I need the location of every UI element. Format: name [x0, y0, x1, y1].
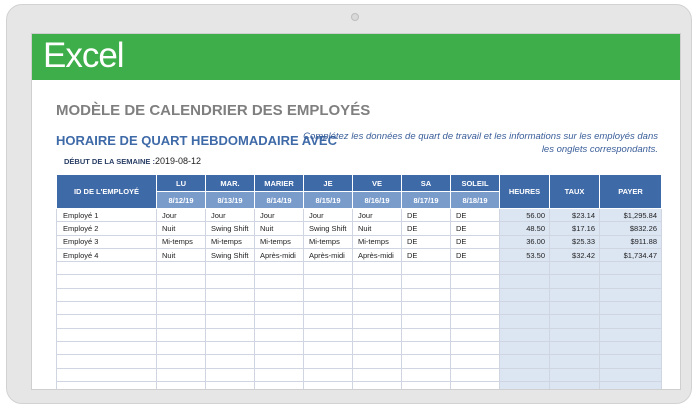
employee-id-cell[interactable]: Employé 3 — [57, 235, 157, 248]
hours-cell[interactable]: 53.50 — [500, 248, 550, 261]
shift-cell[interactable]: Jour — [353, 209, 402, 222]
empty-cell[interactable] — [500, 355, 550, 368]
empty-cell[interactable] — [304, 275, 353, 288]
column-header-date[interactable]: 8/17/19 — [402, 192, 451, 209]
column-header-day[interactable]: SA — [402, 175, 451, 192]
empty-cell[interactable] — [255, 302, 304, 315]
employee-id-cell[interactable]: Employé 2 — [57, 222, 157, 235]
shift-cell[interactable]: Mi-temps — [353, 235, 402, 248]
column-header-date[interactable]: 8/13/19 — [206, 192, 255, 209]
rate-cell[interactable]: $17.16 — [550, 222, 600, 235]
table-row — [57, 222, 662, 235]
table-row — [57, 209, 662, 222]
table-row-empty — [57, 355, 662, 368]
empty-cell[interactable] — [304, 381, 353, 390]
shift-cell[interactable]: DE — [402, 235, 451, 248]
empty-cell[interactable] — [57, 328, 157, 341]
empty-cell[interactable] — [402, 328, 451, 341]
empty-cell[interactable] — [255, 341, 304, 354]
camera-icon — [351, 13, 359, 21]
pay-cell[interactable]: $1,295.84 — [600, 209, 662, 222]
shift-cell[interactable]: Swing Shift — [206, 248, 255, 261]
empty-cell[interactable] — [255, 381, 304, 390]
table-row-empty — [57, 341, 662, 354]
column-header-total[interactable]: HEURES — [500, 175, 550, 209]
empty-cell[interactable] — [304, 341, 353, 354]
table-row-empty — [57, 368, 662, 381]
table-row-empty — [57, 302, 662, 315]
shift-cell[interactable]: DE — [451, 248, 500, 261]
column-header-day[interactable]: LU — [157, 175, 206, 192]
empty-cell[interactable] — [402, 302, 451, 315]
empty-cell[interactable] — [255, 328, 304, 341]
table-row — [57, 248, 662, 261]
empty-cell[interactable] — [500, 288, 550, 301]
column-header-date[interactable]: 8/14/19 — [255, 192, 304, 209]
empty-cell[interactable] — [157, 368, 206, 381]
shift-cell[interactable]: Après-midi — [304, 248, 353, 261]
shift-cell[interactable]: Jour — [304, 209, 353, 222]
table-row-empty — [57, 275, 662, 288]
empty-cell[interactable] — [206, 328, 255, 341]
empty-cell[interactable] — [57, 275, 157, 288]
employee-id-cell[interactable]: Employé 4 — [57, 248, 157, 261]
empty-cell[interactable] — [500, 302, 550, 315]
shift-cell[interactable]: Mi-temps — [304, 235, 353, 248]
empty-cell[interactable] — [157, 275, 206, 288]
empty-cell[interactable] — [57, 341, 157, 354]
shift-cell[interactable]: Nuit — [353, 222, 402, 235]
empty-cell[interactable] — [402, 341, 451, 354]
empty-cell[interactable] — [255, 288, 304, 301]
empty-cell[interactable] — [353, 328, 402, 341]
empty-cell[interactable] — [304, 302, 353, 315]
empty-cell[interactable] — [255, 368, 304, 381]
empty-cell[interactable] — [304, 288, 353, 301]
instructions-text: Complétez les données de quart de travail et les informations sur les employés dans les onglets correspondants. — [303, 131, 658, 155]
shift-cell[interactable]: Jour — [206, 209, 255, 222]
empty-cell[interactable] — [206, 262, 255, 275]
pay-cell[interactable]: $911.88 — [600, 235, 662, 248]
empty-cell[interactable] — [57, 288, 157, 301]
empty-cell[interactable] — [157, 355, 206, 368]
table-row-empty — [57, 315, 662, 328]
empty-cell[interactable] — [550, 315, 600, 328]
empty-cell[interactable] — [402, 355, 451, 368]
page-title: MODÈLE DE CALENDRIER DES EMPLOYÉS — [56, 102, 371, 119]
header-row-days — [57, 175, 662, 192]
empty-cell[interactable] — [600, 262, 662, 275]
empty-cell[interactable] — [600, 381, 662, 390]
empty-cell[interactable] — [451, 262, 500, 275]
empty-cell[interactable] — [451, 328, 500, 341]
empty-cell[interactable] — [600, 328, 662, 341]
pay-cell[interactable]: $1,734.47 — [600, 248, 662, 261]
table-row-empty — [57, 262, 662, 275]
empty-cell[interactable] — [500, 368, 550, 381]
empty-cell[interactable] — [451, 288, 500, 301]
shift-cell[interactable]: Nuit — [255, 222, 304, 235]
empty-cell[interactable] — [600, 288, 662, 301]
column-header-date[interactable]: 8/18/19 — [451, 192, 500, 209]
empty-cell[interactable] — [57, 355, 157, 368]
shift-cell[interactable]: Mi-temps — [157, 235, 206, 248]
empty-cell[interactable] — [600, 302, 662, 315]
schedule-table — [56, 174, 662, 390]
empty-cell[interactable] — [451, 355, 500, 368]
shift-cell[interactable]: Nuit — [157, 248, 206, 261]
table-row-empty — [57, 381, 662, 390]
app-banner — [32, 34, 680, 80]
shift-cell[interactable]: Swing Shift — [206, 222, 255, 235]
hours-cell[interactable]: 48.50 — [500, 222, 550, 235]
column-header-day[interactable]: SOLEIL — [451, 175, 500, 192]
empty-cell[interactable] — [57, 262, 157, 275]
shift-cell[interactable]: Mi-temps — [255, 235, 304, 248]
shift-cell[interactable]: Swing Shift — [304, 222, 353, 235]
hours-cell[interactable]: 36.00 — [500, 235, 550, 248]
empty-cell[interactable] — [402, 381, 451, 390]
rate-cell[interactable]: $23.14 — [550, 209, 600, 222]
empty-cell[interactable] — [206, 381, 255, 390]
empty-cell[interactable] — [57, 381, 157, 390]
empty-cell[interactable] — [206, 341, 255, 354]
column-header-day[interactable]: MARIER — [255, 175, 304, 192]
empty-cell[interactable] — [550, 368, 600, 381]
empty-cell[interactable] — [451, 275, 500, 288]
empty-cell[interactable] — [57, 315, 157, 328]
column-header-total[interactable]: TAUX — [550, 175, 600, 209]
empty-cell[interactable] — [353, 302, 402, 315]
table-row-empty — [57, 328, 662, 341]
empty-cell[interactable] — [304, 328, 353, 341]
shift-cell[interactable]: Nuit — [157, 222, 206, 235]
empty-cell[interactable] — [550, 302, 600, 315]
empty-cell[interactable] — [451, 368, 500, 381]
hours-cell[interactable]: 56.00 — [500, 209, 550, 222]
column-header-employee-id[interactable]: ID DE L'EMPLOYÉ — [57, 175, 157, 209]
empty-cell[interactable] — [304, 262, 353, 275]
empty-cell[interactable] — [353, 275, 402, 288]
empty-cell[interactable] — [550, 355, 600, 368]
shift-cell[interactable]: DE — [402, 222, 451, 235]
column-header-total[interactable]: PAYER — [600, 175, 662, 209]
empty-cell[interactable] — [402, 368, 451, 381]
empty-cell[interactable] — [206, 288, 255, 301]
table-row — [57, 235, 662, 248]
column-header-date[interactable]: 8/12/19 — [157, 192, 206, 209]
shift-cell[interactable]: DE — [402, 209, 451, 222]
shift-cell[interactable]: Après-midi — [255, 248, 304, 261]
empty-cell[interactable] — [304, 368, 353, 381]
empty-cell[interactable] — [353, 315, 402, 328]
empty-cell[interactable] — [157, 302, 206, 315]
empty-cell[interactable] — [353, 262, 402, 275]
shift-cell[interactable]: DE — [451, 222, 500, 235]
empty-cell[interactable] — [353, 381, 402, 390]
app-title: Excel — [43, 36, 124, 75]
empty-cell[interactable] — [157, 328, 206, 341]
empty-cell[interactable] — [157, 341, 206, 354]
empty-cell[interactable] — [206, 368, 255, 381]
week-start-label: DÉBUT DE LA SEMAINE : — [64, 157, 155, 166]
empty-cell[interactable] — [206, 302, 255, 315]
empty-cell[interactable] — [402, 315, 451, 328]
empty-cell[interactable] — [550, 341, 600, 354]
empty-cell[interactable] — [500, 328, 550, 341]
column-header-date[interactable]: 8/16/19 — [353, 192, 402, 209]
empty-cell[interactable] — [255, 262, 304, 275]
empty-cell[interactable] — [550, 275, 600, 288]
week-start-value[interactable]: 2019-08-12 — [155, 156, 202, 166]
shift-cell[interactable]: DE — [451, 209, 500, 222]
shift-cell[interactable]: Jour — [157, 209, 206, 222]
empty-cell[interactable] — [57, 368, 157, 381]
empty-cell[interactable] — [550, 262, 600, 275]
rate-cell[interactable]: $32.42 — [550, 248, 600, 261]
shift-cell[interactable]: DE — [451, 235, 500, 248]
column-header-day[interactable]: JE — [304, 175, 353, 192]
empty-cell[interactable] — [402, 275, 451, 288]
device-frame — [6, 4, 692, 404]
empty-cell[interactable] — [57, 302, 157, 315]
empty-cell[interactable] — [500, 262, 550, 275]
empty-cell[interactable] — [500, 341, 550, 354]
empty-cell[interactable] — [353, 368, 402, 381]
shift-cell[interactable]: Jour — [255, 209, 304, 222]
empty-cell[interactable] — [157, 315, 206, 328]
empty-cell[interactable] — [255, 315, 304, 328]
empty-cell[interactable] — [600, 315, 662, 328]
empty-cell[interactable] — [255, 275, 304, 288]
empty-cell[interactable] — [353, 355, 402, 368]
empty-cell[interactable] — [600, 355, 662, 368]
empty-cell[interactable] — [451, 381, 500, 390]
empty-cell[interactable] — [402, 262, 451, 275]
empty-cell[interactable] — [206, 355, 255, 368]
empty-cell[interactable] — [255, 355, 304, 368]
empty-cell[interactable] — [206, 315, 255, 328]
empty-cell[interactable] — [353, 288, 402, 301]
empty-cell[interactable] — [500, 275, 550, 288]
empty-cell[interactable] — [157, 288, 206, 301]
empty-cell[interactable] — [451, 315, 500, 328]
column-header-date[interactable]: 8/15/19 — [304, 192, 353, 209]
empty-cell[interactable] — [550, 328, 600, 341]
table-row-empty — [57, 288, 662, 301]
empty-cell[interactable] — [600, 275, 662, 288]
empty-cell[interactable] — [353, 341, 402, 354]
empty-cell[interactable] — [500, 315, 550, 328]
empty-cell[interactable] — [550, 288, 600, 301]
empty-cell[interactable] — [600, 341, 662, 354]
shift-cell[interactable]: Après-midi — [353, 248, 402, 261]
spreadsheet-window — [31, 33, 681, 390]
empty-cell[interactable] — [550, 381, 600, 390]
column-header-day[interactable]: VE — [353, 175, 402, 192]
empty-cell[interactable] — [304, 355, 353, 368]
shift-cell[interactable]: Mi-temps — [206, 235, 255, 248]
empty-cell[interactable] — [500, 381, 550, 390]
pay-cell[interactable]: $832.26 — [600, 222, 662, 235]
schedule-title: HORAIRE DE QUART HEBDOMADAIRE AVEC — [56, 133, 337, 148]
empty-cell[interactable] — [451, 302, 500, 315]
empty-cell[interactable] — [157, 381, 206, 390]
shift-cell[interactable]: DE — [402, 248, 451, 261]
column-header-day[interactable]: MAR. — [206, 175, 255, 192]
empty-cell[interactable] — [206, 275, 255, 288]
employee-id-cell[interactable]: Employé 1 — [57, 209, 157, 222]
rate-cell[interactable]: $25.33 — [550, 235, 600, 248]
empty-cell[interactable] — [304, 315, 353, 328]
empty-cell[interactable] — [157, 262, 206, 275]
empty-cell[interactable] — [600, 368, 662, 381]
empty-cell[interactable] — [451, 341, 500, 354]
empty-cell[interactable] — [402, 288, 451, 301]
